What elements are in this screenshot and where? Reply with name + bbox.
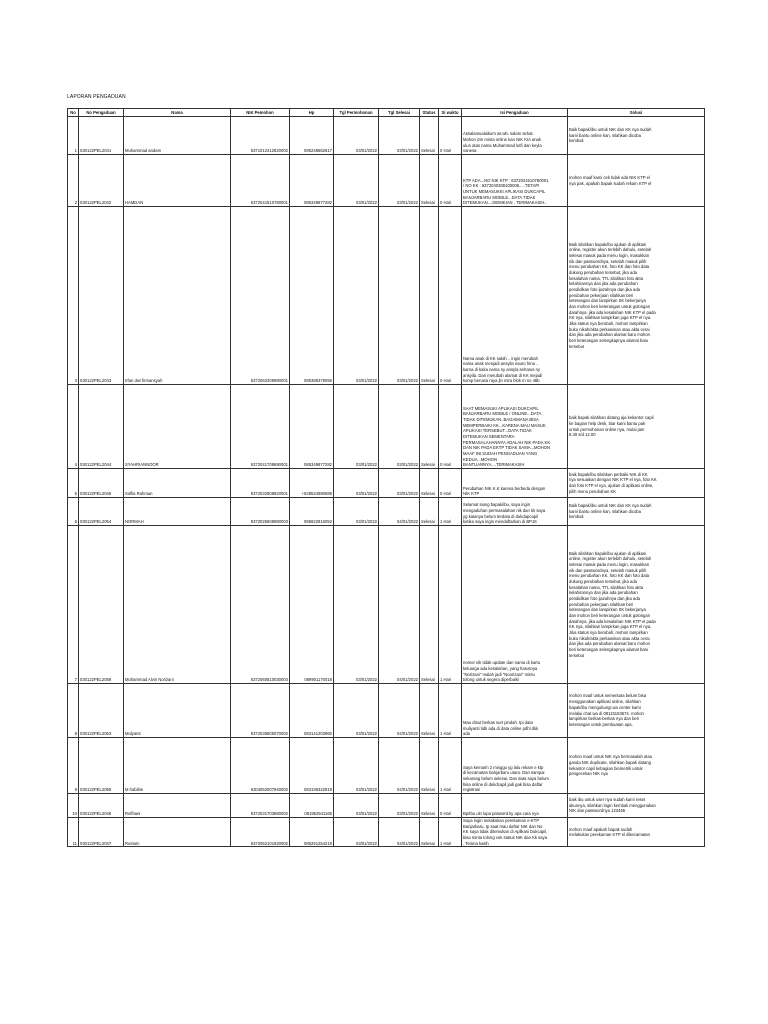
cell-waktu: 0 Hari: [439, 385, 462, 469]
col-header-hp: Hp: [290, 109, 334, 117]
table-row: [68, 498, 705, 526]
cell-nama: Rustam: [124, 818, 231, 847]
cell-tgl-selesai: 03/01/2022: [379, 117, 420, 155]
cell-no: 2: [68, 155, 79, 207]
table-row: [68, 155, 705, 207]
cell-tgl-selesai: 03/01/2022: [379, 469, 420, 498]
cell-waktu: 1 Hari: [439, 818, 462, 847]
cell-nik: 6372025608980003: [231, 498, 290, 526]
cell-tgl-permohonan: 03/01/2022: [334, 385, 379, 469]
cell-nama: Muhammad andam: [124, 117, 231, 155]
cell-hp: +628524880689: [290, 469, 334, 498]
col-header-status: Status: [420, 109, 439, 117]
cell-solusi: Baik silahkan bapak/ibu ajukan di aplikasi online, register akun terlebih dahulu, setelah selesai masuk pada menu login, masukkan nik dan passwordnya, setelah masuk pilih menu perubahan KK, foto KK dan foto data dukung perubahan tersebut, jika ada kesalahan nama, TTL silahkan foto akta kelahirannya dan jika ada perubahan pendidikan foto ijazahnya dan jika ada perubahan pekerjaan silahkan beri keterangan dan lampirkan SK bekerjanya dan mohon beri keterangan untuk golongan darahnya. jika ada kesalahan NIK KTP el pada KK nya, silahkan lampirkan juga KTP el nya. Jika status nya berubah, mohon lampirkan buku nikah/akta perkawinan atau akta cerai dan jika ada perubahan alamat baru mohon beri keterangan selengkapnya alamat baru tersebut: [568, 526, 705, 684]
cell-no-pengaduan: 030122PEL2042: [79, 155, 124, 207]
cell-nik: 6372060810030004: [231, 526, 290, 684]
cell-nama: Muhammad Alvin Norizani: [124, 526, 231, 684]
cell-waktu: 1 Hari: [439, 526, 462, 684]
col-header-tgl-selesai: Tgl Selesai: [379, 109, 420, 117]
cell-tgl-selesai: 04/01/2022: [379, 738, 420, 794]
cell-nik: 6372041510780001: [231, 155, 290, 207]
cell-solusi: baik ibu untuk user nya sudah kami reset akunnya, silahkan login kembali menggunakan NIK dan passwordnya 123456: [568, 794, 705, 818]
cell-no-pengaduan: 030122PEL2045: [79, 469, 124, 498]
cell-tgl-selesai: 03/01/2022: [379, 155, 420, 207]
cell-no-pengaduan: 030122PEL2043: [79, 207, 124, 385]
cell-status: Selesai: [420, 738, 439, 794]
report-title: LAPORAN PENGADUAN: [67, 94, 126, 100]
cell-no-pengaduan: 030122PEL2044: [79, 385, 124, 469]
cell-tgl-permohonan: 03/01/2022: [334, 526, 379, 684]
col-header-nik: NIK Pemohon: [231, 109, 290, 117]
cell-hp: 085248662817: [290, 117, 334, 155]
cell-solusi: mohon maaf kami cek tidak ada NIK KTP el nya pak, apakah bapak sudah rekam KTP el: [568, 155, 705, 207]
cell-tgl-permohonan: 03/01/2022: [334, 207, 379, 385]
cell-nama: Rofihani: [124, 794, 231, 818]
cell-status: Selesai: [420, 498, 439, 526]
cell-waktu: 0 Hari: [439, 155, 462, 207]
cell-hp: 085251254219: [290, 818, 334, 847]
cell-nama: HAMDAN: [124, 155, 231, 207]
cell-no: 8: [68, 684, 79, 738]
cell-tgl-selesai: 04/01/2022: [379, 498, 420, 526]
cell-nik: 6304052007940002: [231, 738, 290, 794]
cell-no: 7: [68, 526, 79, 684]
cell-no-pengaduan: 030122PEL2059: [79, 526, 124, 684]
cell-isi: Perubahan NIK K.K karena berbeda dengan NIK KTP: [462, 469, 568, 498]
cell-no-pengaduan: 030122PEL2047: [79, 818, 124, 847]
cell-waktu: 1 Hari: [439, 684, 462, 738]
col-header-solusi: Solusi: [568, 109, 705, 117]
col-header-tgl-permohonan: Tgl Permohonan: [334, 109, 379, 117]
cell-nama: Solfia Rahman: [124, 469, 231, 498]
table-row: [68, 794, 705, 818]
table-row: [68, 738, 705, 794]
cell-waktu: 0 Hari: [439, 794, 462, 818]
cell-tgl-selesai: 03/01/2022: [379, 385, 420, 469]
cell-hp: 085349877282: [290, 385, 334, 469]
col-header-nama: Nama: [124, 109, 231, 117]
cell-isi: Saya ingin melakukan perekaman e-KTP Banjarbaru, tp saat mau daftar NIK dan No KK saya tidak ditemukan di Aplikasi Dukcapil, bisa minta tolong cek status NIK dan Kk saya . Terima kasih: [462, 818, 568, 847]
cell-isi: Assalamualaikum wr.wb. salam sehat. Mohon izin minta online kan NIK KIA anak ulun atas nama Muhammad lutfi dan keyla vanesa: [462, 117, 568, 155]
col-header-no-pengaduan: No Pengaduan: [79, 109, 124, 117]
cell-nik: 6371012412820002: [231, 117, 290, 155]
cell-tgl-permohonan: 03/01/2022: [334, 155, 379, 207]
cell-tgl-permohonan: 03/01/2022: [334, 117, 379, 155]
table-row: [68, 207, 705, 385]
cell-tgl-permohonan: 03/01/2022: [334, 738, 379, 794]
cell-status: Selesai: [420, 117, 439, 155]
cell-isi: Nama anak di KK salah .. ingin merubah nama anak menjadi ansyila nauro firna .. karna di kaka nama ny ansyla seharus ny ansyila. Dan merubah alamat di KK mejadi komp beruwa raya jln mira blok m no 48b: [462, 207, 568, 385]
cell-no: 9: [68, 738, 79, 794]
cell-status: Selesai: [420, 155, 439, 207]
cell-tgl-selesai: 04/01/2022: [379, 818, 420, 847]
complaint-table: [67, 108, 705, 847]
cell-solusi: baik bapak silahkan datang aja kekantor capil ke bagian help desk, biar kami bantu pak untuk permohonan online nya, mulai jam 8.30 s/d 12.00: [568, 385, 705, 469]
cell-isi: nomor nik tidak update dan nama di kartu keluarga ada kesalahan, yang harusnya "Norizani" malah jadi "Noorizani" mintu tolong untuk segera diperbaiki: [462, 526, 568, 684]
cell-waktu: 0 Hari: [439, 469, 462, 498]
cell-hp: 085822816052: [290, 498, 334, 526]
cell-no-pengaduan: 030122PEL2055: [79, 738, 124, 794]
cell-isi: KTP ADA...NO NIK KTP : 6372041510780001 / NO KK : 6372040308100006.....TETAPI UNTUK MEMASUKKI APLIKASI DUKCAPIL BANJARBARU MOBILE...DATA TIDAK DITEMUKAN....DEMIKIAN , TERIMAKASIH..: [462, 155, 568, 207]
cell-solusi: Baik bapak/ibu untuk NIK dan KK nya sudah kami bantu online kan, silahkan dicoba kembali: [568, 117, 705, 155]
table-row: [68, 469, 705, 498]
cell-solusi: mohon maaf apakah bapak sudah melakukan perekaman KTP el dikecamatan: [568, 818, 705, 847]
cell-nama: M habibie: [124, 738, 231, 794]
cell-hp: 083196322819: [290, 738, 334, 794]
cell-no-pengaduan: 030122PEL2046: [79, 794, 124, 818]
cell-isi: Mau disut berkas surt pindah. tpi data muliyanti tidk ada di data online pdhl dkk ada: [462, 684, 568, 738]
col-header-isi: Isi Pengaduan: [462, 109, 568, 117]
cell-no: 6: [68, 498, 79, 526]
cell-nama: NORMAH: [124, 498, 231, 526]
cell-no: 3: [68, 207, 79, 385]
cell-tgl-permohonan: 03/01/2022: [334, 498, 379, 526]
table-row: [68, 526, 705, 684]
cell-status: Selesai: [420, 469, 439, 498]
cell-hp: 085349877282: [290, 155, 334, 207]
cell-isi: SAAT MEMASUKI APLIKASI DUKCAPIL BANJARBARU MOBILE / ONLINE...DATA TIDAK DITEMUKAN..BAGAIMANA BISA MEMPERBAIKI KK...KARENA MAU MASUK APLIKASI TERSEBUT...DATA TIDAK DITEMUKAN SEMENTARA PERMASALAHANNYA ADALAH NIK PADA KK DAN NIK PADA EKTP TIDAK SAMA...MOHON MAAF INI SUDAH PENGADUAN YANG KEDUA...MOHON BANTUANNYA....TERIMAKASIH: [462, 385, 568, 469]
cell-nik: 6372032908820001: [231, 469, 290, 498]
cell-nik: 6372031703880002: [231, 794, 290, 818]
cell-tgl-permohonan: 03/01/2022: [334, 684, 379, 738]
col-header-no: No: [68, 109, 79, 117]
table-header-row: [68, 109, 705, 117]
cell-waktu: 0 Hari: [439, 207, 462, 385]
cell-status: Selesai: [420, 794, 439, 818]
cell-status: Selesai: [420, 818, 439, 847]
cell-tgl-permohonan: 03/01/2022: [334, 469, 379, 498]
cell-hp: 089901170018: [290, 526, 334, 684]
cell-nama: SYAHRIANNOOR: [124, 385, 231, 469]
cell-hp: 083141203960: [290, 684, 334, 738]
cell-isi: Saya kemarin 2 minggu yg lalu rekam e ktp di kecamatan banjarbaru utara. Dan sampai sekarang belum selesai. Dan data saya belum bisa online di dukdcapil jadi gak bisa daftar registrasi: [462, 738, 568, 794]
cell-no-pengaduan: 030122PEL2041: [79, 117, 124, 155]
cell-waktu: 1 Hari: [439, 738, 462, 794]
cell-isi: Selamat siang bapak/ibu, saya ingin mengaduhan permasalahan nik dan kk saya yg katanya belum terdata di dukdapcapil ketika saya ingin mendaftarkan di BPJS: [462, 498, 568, 526]
cell-tgl-selesai: 03/01/2022: [379, 207, 420, 385]
cell-no: 11: [68, 818, 79, 847]
cell-status: Selesai: [420, 684, 439, 738]
cell-solusi: mohon maaf untuk NIK nya bermasalah atau ganda NIK duplicate, silahkan bapak datang kekantor capil kebagian biometrik untuk pengecekan NIK nya: [568, 738, 705, 794]
cell-nama: Mulyanti: [124, 684, 231, 738]
cell-hp: 085386378056: [290, 207, 334, 385]
cell-nik: 6372041708690001: [231, 385, 290, 469]
cell-no-pengaduan: 030122PEL2054: [79, 498, 124, 526]
cell-no: 1: [68, 117, 79, 155]
table-row: [68, 684, 705, 738]
col-header-waktu: Si waktu: [439, 109, 462, 117]
cell-no-pengaduan: 030122PEL2053: [79, 684, 124, 738]
cell-nik: 6372062308980001: [231, 207, 290, 385]
cell-solusi: Baik bapak/ibu untuk NIK dan KK nya sudah kami bantu online kan, silahkan dicoba kembali: [568, 498, 705, 526]
table-row: [68, 385, 705, 469]
cell-isi: Bp/Ibu uln lupa pasword ky apa cara nya: [462, 794, 568, 818]
cell-status: Selesai: [420, 385, 439, 469]
cell-nik: 6372052101920002: [231, 818, 290, 847]
cell-nik: 6372035805070002: [231, 684, 290, 738]
cell-solusi: mohon maaf untuk sementara belum bisa menggunakan aplikasi online, silahkan bapak/ibu mengubungi wa center kami melalui chat wa di 08115163674. mohon lampirkan berkas-berkas nya dan beri keterangan untuk pembuatan apa.: [568, 684, 705, 738]
cell-tgl-selesai: 03/01/2022: [379, 794, 420, 818]
cell-no: 10: [68, 794, 79, 818]
cell-waktu: 0 Hari: [439, 117, 462, 155]
cell-status: Selesai: [420, 207, 439, 385]
cell-waktu: 1 Hari: [439, 498, 462, 526]
table-body: [68, 117, 705, 847]
cell-tgl-permohonan: 03/01/2022: [334, 818, 379, 847]
cell-no: 5: [68, 469, 79, 498]
table-row: [68, 117, 705, 155]
cell-solusi: Baik silahkan bapak/ibu ajukan di aplikasi online, register akun terlebih dahulu, setelah selesai masuk pada menu login, masukkan nik dan passwordnya, setelah masuk pilih menu perubahan KK, foto KK dan foto data dukung perubahan tersebut, jika ada kesalahan nama, TTL silahkan foto akta kelahirannya dan jika ada perubahan pendidikan foto ijazahnya dan jika ada perubahan pekerjaan silahkan beri keterangan dan lampirkan SK bekerjanya dan mohon beri keterangan untuk golongan darahnya. jika ada kesalahan NIK KTP el pada KK nya, silahkan lampirkan juga KTP el nya. Jika status nya berubah, mohon lampirkan buku nikah/akta perkawinan atau akta cerai dan jika ada perubahan alamat baru mohon beri keterangan selengkapnya alamat baru tersebut: [568, 207, 705, 385]
cell-hp: 081952541165: [290, 794, 334, 818]
cell-status: Selesai: [420, 526, 439, 684]
cell-tgl-selesai: 04/01/2022: [379, 684, 420, 738]
cell-tgl-selesai: 04/01/2022: [379, 526, 420, 684]
cell-tgl-permohonan: 03/01/2022: [334, 794, 379, 818]
cell-solusi: baik bapak/ibu silahkan perbaiki NIK di KK nya sesuaikan dengan NIK KTP el nya, foto KK dan foto KTP el nya, ajukan di aplikasi online, pilih menu perubahan KK: [568, 469, 705, 498]
cell-nama: Irfan dwi firmansyah: [124, 207, 231, 385]
cell-no: 4: [68, 385, 79, 469]
table-row: [68, 818, 705, 847]
